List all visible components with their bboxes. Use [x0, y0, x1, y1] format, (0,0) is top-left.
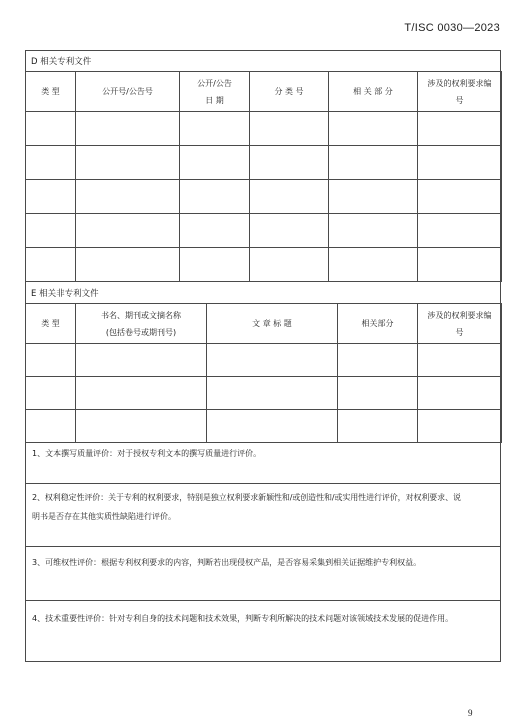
- table-cell[interactable]: [418, 344, 502, 377]
- table-cell[interactable]: [76, 248, 180, 282]
- page-number: 9: [468, 708, 473, 718]
- evaluation-stability-line1: 2、权利稳定性评价：关于专利的权利要求，特别是独立权利要求新颖性和/或创造性和/或实用性进行评价，对权利要求、说: [32, 493, 461, 502]
- table-cell[interactable]: [329, 146, 418, 180]
- table-cell[interactable]: [418, 214, 502, 248]
- table-cell[interactable]: [329, 112, 418, 146]
- table-cell[interactable]: [250, 214, 329, 248]
- col-header-claims-line2: 号: [455, 95, 464, 105]
- table-cell[interactable]: [76, 112, 180, 146]
- standard-number: T/ISC 0030—2023: [404, 22, 500, 34]
- table-row: [26, 344, 502, 377]
- table-cell[interactable]: [76, 214, 180, 248]
- col-header-class: 分 类 号: [250, 72, 329, 112]
- col-header-claims: [418, 304, 502, 344]
- table-cell[interactable]: [26, 214, 76, 248]
- table-cell[interactable]: [418, 248, 502, 282]
- section-d-title: D 相关专利文件: [31, 57, 92, 67]
- table-cell[interactable]: [207, 410, 338, 443]
- divider: [25, 483, 501, 484]
- table-cell[interactable]: [180, 248, 250, 282]
- table-cell[interactable]: [76, 377, 207, 410]
- non-patent-documents-table: [25, 303, 502, 443]
- col-header-claims-line2: 号: [455, 327, 464, 337]
- table-cell[interactable]: [338, 344, 418, 377]
- col-header-related: 相 关 部 分: [329, 72, 418, 112]
- table-row: [26, 112, 502, 146]
- table-cell[interactable]: [180, 180, 250, 214]
- table-cell[interactable]: [26, 112, 76, 146]
- table-cell[interactable]: [76, 410, 207, 443]
- table-cell[interactable]: [76, 344, 207, 377]
- table-cell[interactable]: [338, 377, 418, 410]
- col-header-pub-no: 公开号/公告号: [76, 72, 180, 112]
- col-header-related: 相关部分: [338, 304, 418, 344]
- table-cell[interactable]: [250, 112, 329, 146]
- table-cell[interactable]: [418, 180, 502, 214]
- table-cell[interactable]: [329, 214, 418, 248]
- table-cell[interactable]: [207, 344, 338, 377]
- table-cell[interactable]: [329, 248, 418, 282]
- table-row: [26, 377, 502, 410]
- table-cell[interactable]: [26, 377, 76, 410]
- table-cell[interactable]: [180, 146, 250, 180]
- evaluation-text-quality: 1、文本撰写质量评价：对于授权专利文本的撰写质量进行评价。: [32, 449, 262, 458]
- table-cell[interactable]: [418, 112, 502, 146]
- col-header-type: 类 型: [26, 304, 76, 344]
- table-row: [26, 214, 502, 248]
- table-cell[interactable]: [207, 377, 338, 410]
- col-header-pub-date-line1: 公开/公告: [197, 78, 232, 88]
- col-header-claims: [418, 72, 502, 112]
- col-header-claims-line1: 涉及的权利要求编: [427, 78, 492, 88]
- table-cell[interactable]: [180, 112, 250, 146]
- divider: [25, 600, 501, 601]
- table-header-row: [26, 304, 502, 344]
- table-row: [26, 180, 502, 214]
- table-cell[interactable]: [26, 146, 76, 180]
- table-row: [26, 146, 502, 180]
- evaluation-stability: [32, 488, 496, 526]
- table-cell[interactable]: [338, 410, 418, 443]
- table-cell[interactable]: [250, 146, 329, 180]
- col-header-book: [76, 304, 207, 344]
- evaluation-tech-importance: 4、技术重要性评价：针对专利自身的技术问题和技术效果，判断专利所解决的技术问题对该领域技术发展的促进作用。: [32, 614, 454, 623]
- table-cell[interactable]: [418, 146, 502, 180]
- col-header-claims-line1: 涉及的权利要求编: [427, 310, 492, 320]
- col-header-pub-date-line2: 日 期: [205, 95, 224, 105]
- patent-documents-table: [25, 71, 502, 282]
- table-cell[interactable]: [26, 410, 76, 443]
- section-e-title: E 相关非专利文件: [31, 289, 99, 299]
- col-header-article: 文 章 标 题: [207, 304, 338, 344]
- col-header-pub-date: [180, 72, 250, 112]
- table-cell[interactable]: [26, 344, 76, 377]
- evaluation-stability-line2: 明书是否存在其他实质性缺陷进行评价。: [32, 512, 176, 521]
- table-cell[interactable]: [329, 180, 418, 214]
- table-cell[interactable]: [250, 248, 329, 282]
- table-cell[interactable]: [76, 180, 180, 214]
- evaluation-enforceability: 3、可维权性评价：根据专利权利要求的内容，判断若出现侵权产品，是否容易采集到相关证据维护专利权益。: [32, 558, 422, 567]
- table-cell[interactable]: [26, 180, 76, 214]
- table-cell[interactable]: [76, 146, 180, 180]
- table-row: [26, 248, 502, 282]
- table-cell[interactable]: [418, 410, 502, 443]
- table-header-row: [26, 72, 502, 112]
- col-header-book-line2: (包括卷号或期刊号): [105, 327, 177, 337]
- divider: [25, 546, 501, 547]
- table-cell[interactable]: [250, 180, 329, 214]
- table-cell[interactable]: [180, 214, 250, 248]
- table-cell[interactable]: [26, 248, 76, 282]
- col-header-type: 类 型: [26, 72, 76, 112]
- col-header-book-line1: 书名、期刊或文摘名称: [101, 310, 181, 320]
- evaluation-form: [25, 50, 501, 662]
- table-row: [26, 410, 502, 443]
- table-cell[interactable]: [418, 377, 502, 410]
